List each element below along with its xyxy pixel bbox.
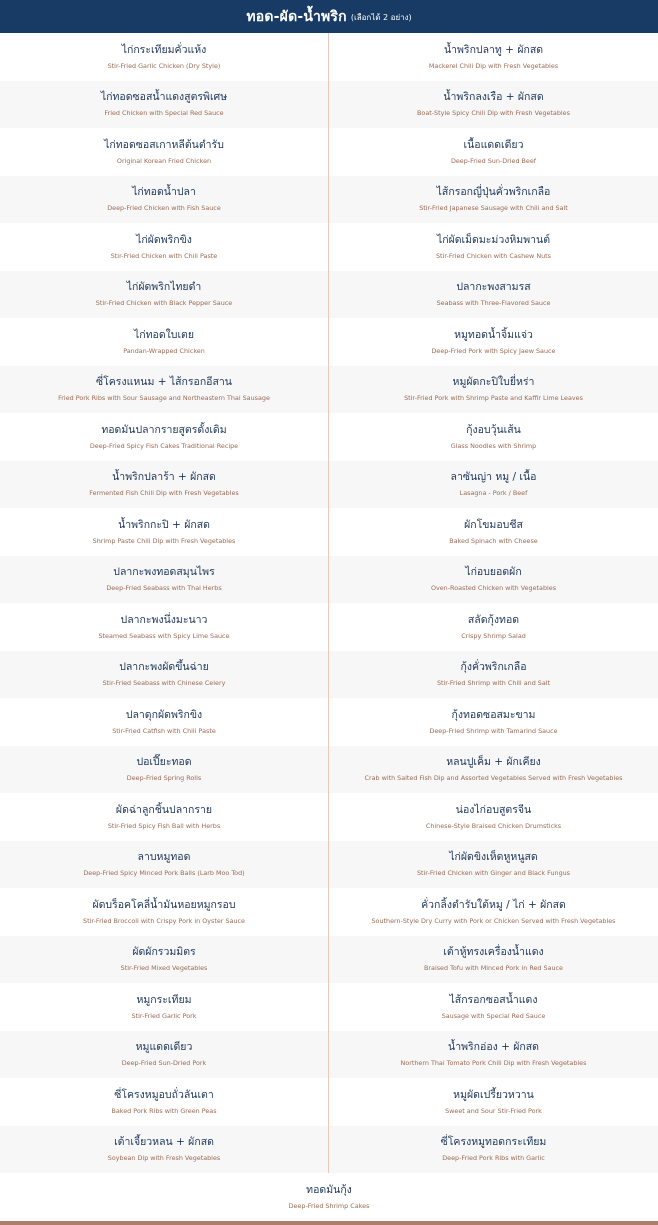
menu-item-left <box>0 366 329 414</box>
menu-item-thai: คั่วกลิ้งตำรับใต้หมู / ไก่ + ผักสด <box>421 898 566 911</box>
menu-item-english: Braised Tofu with Minced Pork in Red Sauce <box>424 964 563 973</box>
menu-item-right <box>329 508 658 556</box>
menu-item-right <box>329 81 658 129</box>
menu-item-right <box>329 413 658 461</box>
menu-item-left <box>0 461 329 509</box>
menu-item-thai: หมูกระเทียม <box>136 993 192 1006</box>
menu-item-left <box>0 603 329 651</box>
menu-item-english: Steamed Seabass with Spicy Lime Sauce <box>98 631 230 640</box>
menu-item-left <box>0 888 329 936</box>
menu-item-english: Sweet and Sour Stir-Fried Pork <box>445 1106 542 1115</box>
menu-item-thai: หมูผัดกะปิใบยี่หร่า <box>452 376 535 389</box>
menu-item-thai: ไก่ผัดขิงเห็ดหูหนูสด <box>449 851 538 864</box>
menu-item-english: Deep-Fried Pork Ribs with Garlic <box>442 1154 545 1163</box>
menu-item-thai: ผัดฉ่าลูกชิ้นปลากราย <box>115 803 213 816</box>
menu-item-last <box>0 1174 658 1222</box>
menu-item-thai: ปลาดุกผัดพริกขิง <box>125 708 203 721</box>
menu-item-left <box>0 936 329 984</box>
menu-item-english: Lasagna - Pork / Beef <box>459 489 528 498</box>
menu-item-thai: ไก่ผัดพริกขิง <box>136 233 192 246</box>
menu-item-english: Stir-Fried Chicken with Ginger and Black Fungus <box>416 869 571 878</box>
menu-item-thai: ปลากะพงทอดสมุนไพร <box>113 566 215 579</box>
menu-item-english: Stir-Fried Chicken with Cashew Nuts <box>436 251 551 260</box>
menu-item-thai: กุ้งอบวุ้นเส้น <box>466 423 521 436</box>
menu-item-right <box>329 318 658 366</box>
menu-item-right <box>329 223 658 271</box>
menu-item-english: Stir-Fried Catfish with Chili Paste <box>112 726 216 735</box>
menu-item-right <box>329 698 658 746</box>
menu-item-thai: ไก่อบยอดผัก <box>465 566 522 579</box>
menu-item-thai: ไก่ทอดใบเตย <box>133 328 195 341</box>
menu-item-english: Southern-Style Dry Curry with Pork or Chicken Served with Fresh Vegetables <box>371 916 616 925</box>
menu-item-thai: เนื้อแดดเดียว <box>463 138 524 151</box>
menu-item-left <box>0 81 329 129</box>
menu-item-english: Stir-Fried Broccoli with Crispy Pork in Oyster Sauce <box>83 916 245 925</box>
menu-item-english: Stir-Fried Garlic Chicken (Dry Style) <box>107 61 221 70</box>
menu-item-right <box>329 603 658 651</box>
section-subtitle: (เลือกได้ 2 อย่าง) <box>350 13 412 22</box>
menu-item-thai: ไก่ผัดเม็ดมะม่วงหิมพานต์ <box>436 233 551 246</box>
menu-item-right <box>329 793 658 841</box>
menu-item-english: Crab with Salted Fish Dip and Assorted Vegetables Served with Fresh Vegetables <box>364 774 623 783</box>
menu-item-left <box>0 651 329 699</box>
menu-item-english: Sausage with Special Red Sauce <box>441 1011 546 1020</box>
menu-item-thai: ปลากะพงนึ่งมะนาว <box>120 613 208 626</box>
menu-item-thai: น้ำพริกปลาร้า + ผักสด <box>112 471 216 484</box>
menu-item-left <box>0 223 329 271</box>
menu-item-thai: ไส้กรอกซอสน้ำแดง <box>449 993 538 1006</box>
menu-item-english: Baked Pork Ribs with Green Peas <box>111 1106 217 1115</box>
menu-item-english: Baked Spinach with Cheese <box>449 536 538 545</box>
menu-item-thai: เต้าเจี้ยวหลน + ผักสด <box>114 1136 214 1149</box>
menu-item-english: Original Korean Fried Chicken <box>116 156 212 165</box>
menu-item-english: Fried Chicken with Special Red Sauce <box>104 109 224 118</box>
menu-item-thai: ลาบหมูทอด <box>137 851 191 864</box>
menu-item-thai: หมูผัดเปรี้ยวหวาน <box>453 1088 534 1101</box>
menu-item-english: Deep-Fried Shrimp Cakes <box>288 1202 370 1211</box>
menu-item-english: Deep-Fried Spicy Fish Cakes Traditional Recipe <box>89 441 239 450</box>
menu-item-english: Stir-Fried Mixed Vegetables <box>120 964 208 973</box>
menu-item-thai: เต้าหู้ทรงเครื่องน้ำแดง <box>443 946 544 959</box>
menu-item-english: Stir-Fried Chicken with Chili Paste <box>110 251 218 260</box>
menu-item-thai: ปลากะพงผัดขึ้นฉ่าย <box>119 661 209 674</box>
section-title: ทอด-ผัด-น้ำพริก <box>246 8 347 25</box>
menu-item-left <box>0 1078 329 1126</box>
menu-item-thai: กุ้งทอดซอสมะขาม <box>451 708 536 721</box>
menu-item-left <box>0 698 329 746</box>
menu-item-thai: น้ำพริกกะปิ + ผักสด <box>118 518 210 531</box>
menu-item-english: Deep-Fried Pork with Spicy Jaew Sauce <box>431 346 556 355</box>
menu-item-left <box>0 1031 329 1079</box>
menu-item-thai: น้ำพริกลงเรือ + ผักสด <box>443 91 544 104</box>
menu-item-english: Deep-Fried Spring Rolls <box>126 774 202 783</box>
menu-item-english: Fried Pork Ribs with Sour Sausage and Northeastern Thai Sausage <box>58 394 270 403</box>
menu-item-english: Deep-Fried Shrimp with Tamarind Sauce <box>429 726 558 735</box>
menu-item-thai: ปอเปี๊ยะทอด <box>136 756 192 769</box>
menu-item-left <box>0 508 329 556</box>
menu-item-right <box>329 1031 658 1079</box>
menu-item-english: Deep-Fried Spicy Minced Pork Balls (Larb Moo Tod) <box>83 869 245 878</box>
menu-item-thai: ผักโขมอบชีส <box>464 518 523 531</box>
menu-item-thai: หมูแดดเดียว <box>135 1041 193 1054</box>
menu-item-right <box>329 651 658 699</box>
menu-item-english: Stir-Fried Chicken with Black Pepper Sauce <box>95 299 233 308</box>
menu-item-thai: ลาซันญ่า หมู / เนื้อ <box>450 471 537 484</box>
menu-item-left <box>0 793 329 841</box>
menu-item-thai: สลัดกุ้งทอด <box>467 613 520 626</box>
menu-item-right <box>329 176 658 224</box>
menu-item-left <box>0 271 329 319</box>
menu-item-english: Boat-Style Spicy Chili Dip with Fresh Vegetables <box>417 109 570 118</box>
menu-item-left <box>0 318 329 366</box>
menu-item-english: Mackerel Chili Dip with Fresh Vegetables <box>428 61 559 70</box>
menu-item-right <box>329 128 658 176</box>
menu-item-english: Northern Thai Tomato Pork Chili Dip with Fresh Vegetables <box>400 1059 587 1068</box>
menu-item-left <box>0 128 329 176</box>
menu-item-english: Crispy Shrimp Salad <box>461 631 526 640</box>
menu-item-english: Soybean Dip with Fresh Vegetables <box>107 1154 221 1163</box>
menu-item-thai: ซี่โครงหมูทอดกระเทียม <box>440 1136 547 1149</box>
menu-grid <box>0 33 658 1173</box>
menu-item-english: Stir-Fried Spicy Fish Ball with Herbs <box>107 821 221 830</box>
menu-item-thai: น้ำพริกปลาทู + ผักสด <box>443 43 544 56</box>
menu-item-left <box>0 556 329 604</box>
menu-item-english: Deep-Fried Seabass with Thai Herbs <box>106 584 222 593</box>
menu-item-english: Stir-Fried Pork with Shrimp Paste and Kaffir Lime Leaves <box>404 394 583 403</box>
menu-item-english: Stir-Fried Japanese Sausage with Chili and Salt <box>419 204 568 213</box>
menu-item-english: Stir-Fried Seabass with Chinese Celery <box>102 679 226 688</box>
menu-item-english: Oven-Roasted Chicken with Vegetables <box>430 584 557 593</box>
menu-item-right <box>329 33 658 81</box>
menu-item-thai: หลนปูเค็ม + ผักเคียง <box>446 756 541 769</box>
menu-item-english: Chinese-Style Braised Chicken Drumsticks <box>425 821 562 830</box>
menu-item-thai: ผัดบร็อคโคลี่น้ำมันหอยหมูกรอบ <box>92 898 236 911</box>
menu-item-thai: ไก่ทอดซอสเกาหลีต้นตำรับ <box>104 138 224 151</box>
menu-item-english: Shrimp Paste Chili Dip with Fresh Vegetables <box>92 536 236 545</box>
menu-item-right <box>329 841 658 889</box>
menu-item-right <box>329 366 658 414</box>
menu-item-thai: ซี่โครงหมูอบถั่วลันเตา <box>114 1088 214 1101</box>
menu-item-english: Stir-Fried Shrimp with Chili and Salt <box>436 679 551 688</box>
menu-item-thai: น่องไก่อบสูตรจีน <box>455 803 532 816</box>
menu-item-right <box>329 461 658 509</box>
menu-item-right <box>329 271 658 319</box>
menu-item-left <box>0 983 329 1031</box>
menu-item-thai: ทอดมันกุ้ง <box>306 1184 352 1197</box>
menu-item-right <box>329 556 658 604</box>
menu-item-thai: ซี่โครงแหนม + ไส้กรอกอีสาน <box>96 376 232 389</box>
menu-item-thai: ไก่ทอดซอสน้ำแดงสูตรพิเศษ <box>100 91 228 104</box>
bottom-divider <box>0 1221 658 1225</box>
menu-item-english: Deep-Fried Sun-Dried Pork <box>121 1059 207 1068</box>
menu-item-right <box>329 888 658 936</box>
menu-item-left <box>0 413 329 461</box>
menu-item-right <box>329 1078 658 1126</box>
menu-item-thai: ปลากะพงสามรส <box>456 281 531 294</box>
menu-item-left <box>0 841 329 889</box>
menu-item-thai: ไส้กรอกญี่ปุ่นคั่วพริกเกลือ <box>436 186 551 199</box>
menu-item-thai: ทอดมันปลากรายสูตรดั้งเดิม <box>101 423 227 436</box>
menu-item-thai: กุ้งคั่วพริกเกลือ <box>460 661 527 674</box>
menu-item-english: Deep-Fried Chicken with Fish Sauce <box>107 204 221 213</box>
menu-item-thai: ไก่ทอดน้ำปลา <box>132 186 196 199</box>
menu-item-thai: ไก่ผัดพริกไทยดำ <box>126 281 202 294</box>
menu-item-thai: ไก่กระเทียมคั่วแห้ง <box>121 43 207 56</box>
menu-item-left <box>0 746 329 794</box>
menu-item-left <box>0 176 329 224</box>
menu-item-left <box>0 33 329 81</box>
menu-item-english: Fermented Fish Chili Dip with Fresh Vegetables <box>89 489 239 498</box>
menu-item-right <box>329 936 658 984</box>
menu-item-left <box>0 1126 329 1174</box>
menu-item-english: Glass Noodles with Shrimp <box>450 441 537 450</box>
menu-item-right <box>329 1126 658 1174</box>
menu-item-english: Stir-Fried Garlic Pork <box>131 1011 197 1020</box>
menu-item-thai: น้ำพริกอ่อง + ผักสด <box>448 1041 539 1054</box>
menu-item-english: Deep-Fried Sun-Dried Beef <box>450 156 537 165</box>
menu-item-thai: ผัดผักรวมมิตร <box>132 946 196 959</box>
menu-item-english: Pandan-Wrapped Chicken <box>123 346 205 355</box>
menu-item-thai: หมูทอดน้ำจิ้มแจ่ว <box>454 328 533 341</box>
menu-section-header <box>0 0 658 33</box>
menu-item-right <box>329 983 658 1031</box>
menu-item-english: Seabass with Three-Flavored Sauce <box>436 299 551 308</box>
menu-item-right <box>329 746 658 794</box>
